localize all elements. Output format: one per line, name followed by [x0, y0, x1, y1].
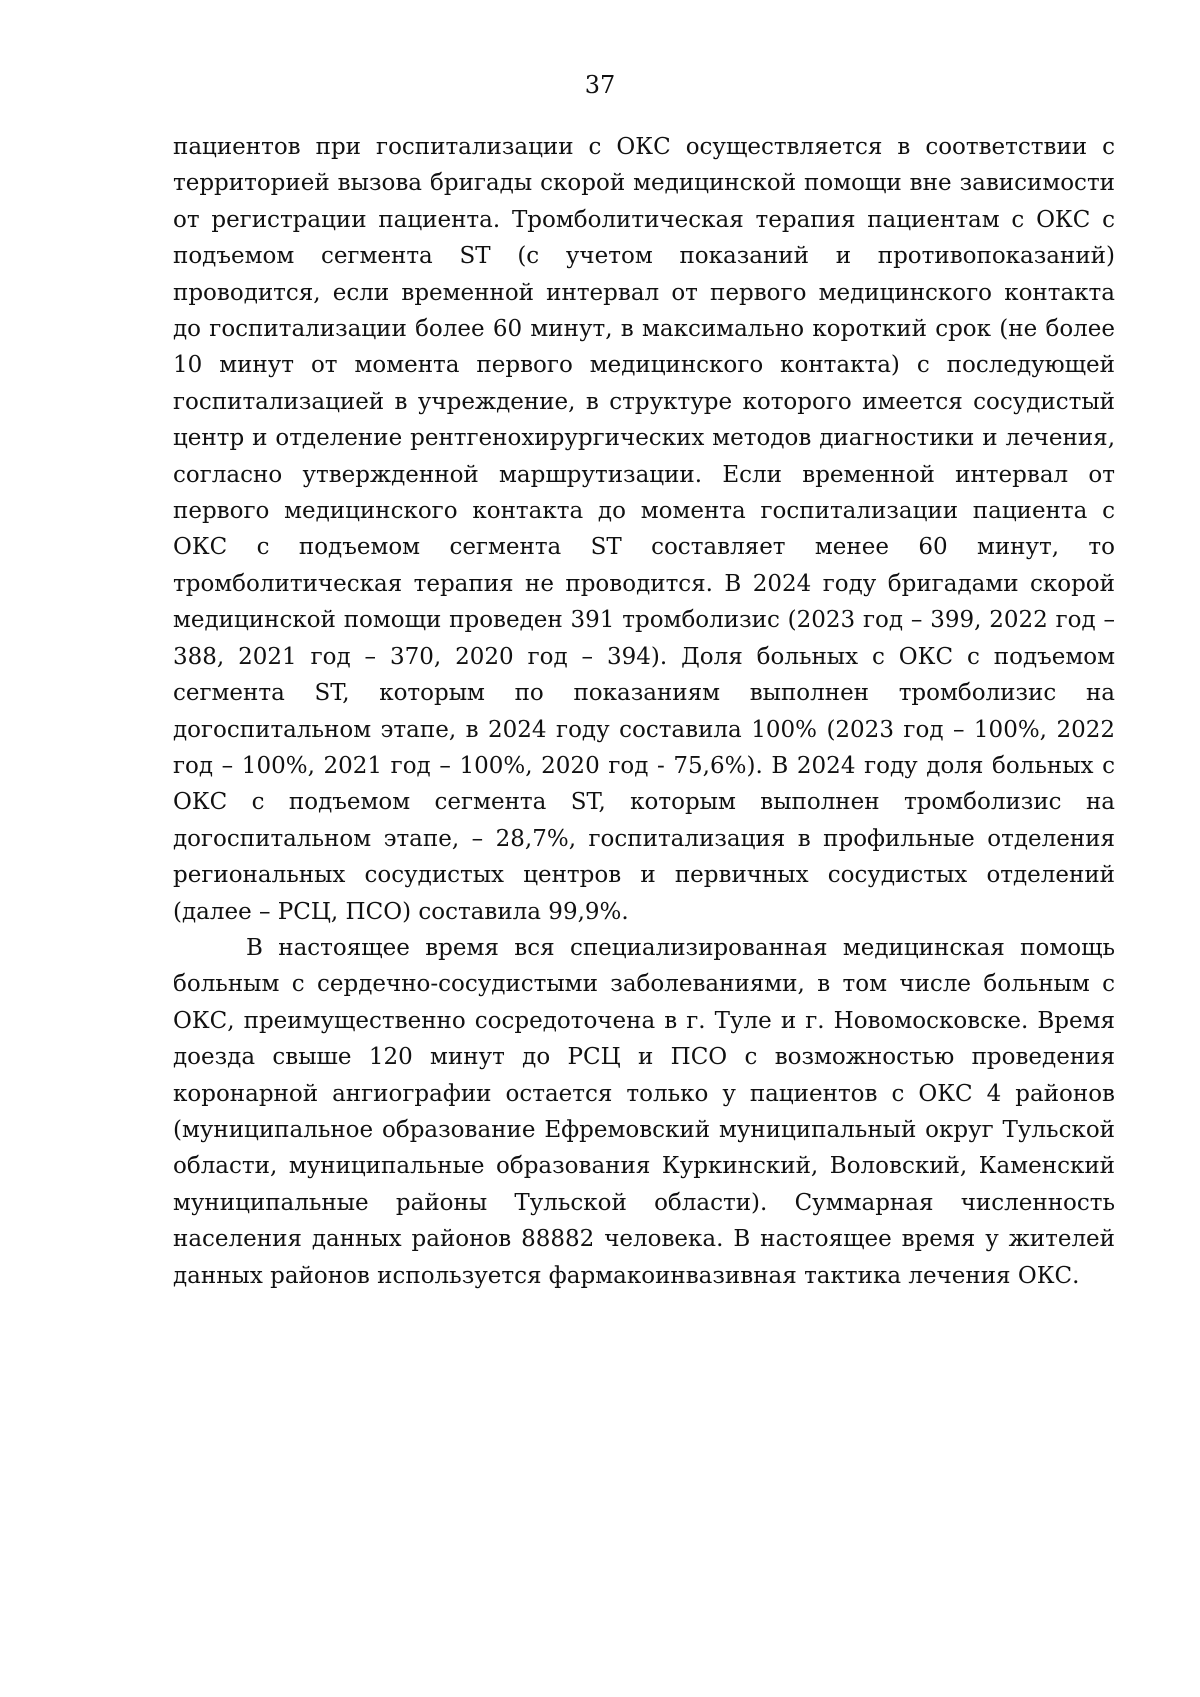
- paragraph-specialized-care: В настоящее время вся специализированная медицинская помощь больным с сердечно-сосудистыми заболеваниями, в том числе больным с ОКС, преимущественно сосредоточена в г. Туле и г. Новомосковске. Время доезда свыше 120 минут до РСЦ и ПСО с возможностью проведения коронарной ангиографии остается только у пациентов с ОКС 4 районов (муниципальное образование Ефремовский муниципальный округ Тульской области, муниципальные образования Куркинский, Воловский, Каменский муниципальные районы Тульской области). Суммарная численность населения данных районов 88882 человека. В настоящее время у жителей данных районов используется фармакоинвазивная тактика лечения ОКС.: [173, 934, 1115, 1289]
- page-number: 37: [584, 71, 616, 99]
- paragraph-continued: пациентов при госпитализации с ОКС осуществляется в соответствии с территорией вызова бригады скорой медицинской помощи вне зависимости от регистрации пациента. Тромболитическая терапия пациентам с ОКС с подъемом сегмента ST (с учетом показаний и противопоказаний) проводится, если временной интервал от первого медицинского контакта до госпитализации более 60 минут, в максимально короткий срок (не более 10 минут от момента первого медицинского контакта) с последующей госпитализацией в учреждение, в структуре которого имеется сосудистый центр и отделение рентгенохирургических методов диагностики и лечения, согласно утвержденной маршрутизации. Если временной интервал от первого медицинского контакта до момента госпитализации пациента с ОКС с подъемом сегмента ST составляет менее 60 минут, то тромболитическая терапия не проводится. В 2024 году бригадами скорой медицинской помощи проведен 391 тромболизис (2023 год – 399, 2022 год – 388, 2021 год – 370, 2020 год – 394). Доля больных с ОКС с подъемом сегмента ST, которым по показаниям выполнен тромболизис на догоспитальном этапе, в 2024 году составила 100% (2023 год – 100%, 2022 год – 100%, 2021 год – 100%, 2020 год - 75,6%). В 2024 году доля больных с ОКС с подъемом сегмента ST, которым выполнен тромболизис на догоспитальном этапе, – 28,7%, госпитализация в профильные отделения региональных сосудистых центров и первичных сосудистых отделений (далее – РСЦ, ПСО) составила 99,9%.: [173, 134, 1115, 925]
- body-text: [173, 129, 1115, 1294]
